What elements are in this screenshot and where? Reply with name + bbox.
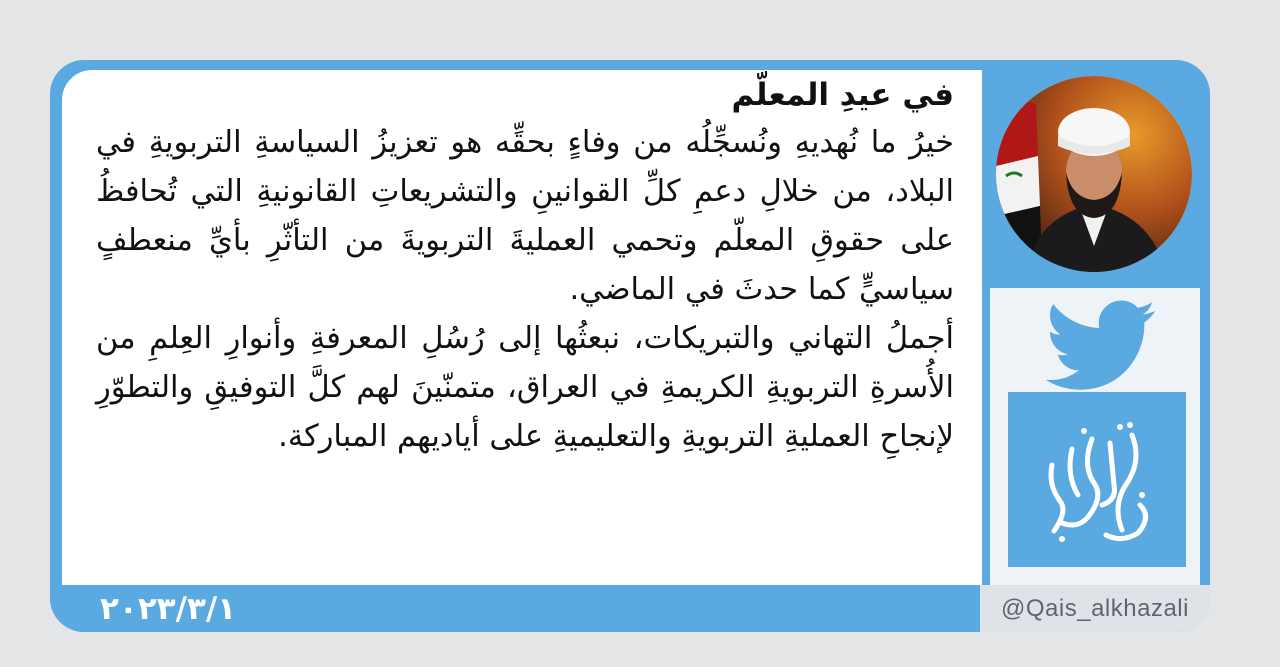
handle-badge[interactable] — [980, 585, 1210, 632]
post-title: في عيدِ المعلّم — [731, 77, 954, 113]
profile-photo-icon — [996, 76, 1192, 272]
post-paragraph: خيرُ ما نُهديهِ ونُسجِّلُه من وفاءٍ بحقِّه هو تعزيزُ السياسةِ التربويةِ في البلاد، من خلالِ دعمِ كلِّ القوانينِ والتشريعاتِ القانونيةِ التي تُحافظُ على حقوقِ المعلّم وتحمي العمليةَ التربويةَ من التأثّرِ بأيِّ منعطفٍ سياسيٍّ كما حدثَ في الماضي. — [96, 125, 954, 307]
post-body — [96, 76, 954, 461]
signature-calligraphy-icon — [1022, 405, 1172, 555]
avatar[interactable] — [996, 76, 1192, 272]
post-date: ٢٠٢٣/٣/١ — [100, 591, 237, 627]
calligraphy-logo — [1008, 392, 1186, 567]
post-paragraph: أجملُ التهاني والتبريكات، نبعثُها إلى رُسُلِ المعرفةِ وأنوارِ العِلمِ من الأُسرةِ التربويةِ الكريمةِ في العراق، متمنّينَ لهم كلَّ التوفيقِ والتطوّرِ لإنجاحِ العمليةِ التربويةِ والتعليميةِ على أياديهم المباركة. — [96, 321, 954, 454]
twitter-bird-icon[interactable] — [1046, 300, 1158, 392]
twitter-handle[interactable]: @Qais_alkhazali — [1001, 594, 1189, 622]
